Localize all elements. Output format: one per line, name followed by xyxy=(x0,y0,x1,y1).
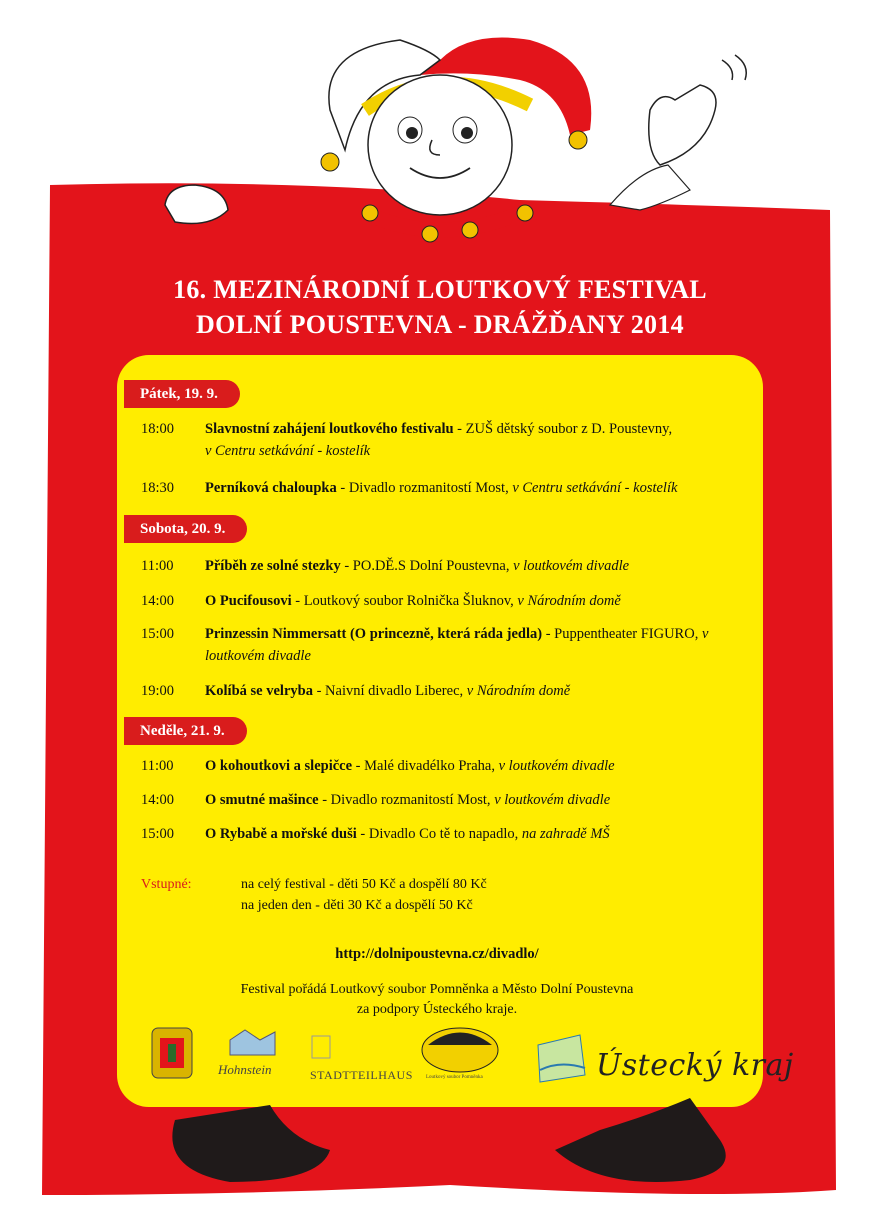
event-performer: - Naivní divadlo Liberec, xyxy=(312,683,467,699)
event-time: 15:00 xyxy=(141,626,175,642)
jester-face-icon xyxy=(368,75,512,215)
event-venue: v loutkovém divadle xyxy=(205,626,709,664)
event-title: Příběh ze solné stezky xyxy=(205,558,341,574)
pomnenka-logo-text: Loutkový soubor Pomněnka xyxy=(426,1075,483,1080)
event-performer: - Puppentheater FIGURO, xyxy=(542,626,702,642)
day-label-sunday: Neděle, 21. 9. xyxy=(124,717,247,745)
event-venue: v loutkovém divadle xyxy=(513,558,630,574)
event-time: 11:00 xyxy=(141,758,174,774)
event-venue: v Národním domě xyxy=(466,683,571,699)
event-time: 18:00 xyxy=(141,421,175,437)
event-venue: v Centru setkávání - kostelík xyxy=(512,480,678,496)
event-title: Prinzessin Nimmersatt (O princezně, která ráda jedla) xyxy=(205,626,543,642)
event-time: 14:00 xyxy=(141,792,175,808)
admission-line: na jeden den - děti 30 Kč a dospělí 50 Kč xyxy=(241,898,473,913)
event-venue: v Centru setkávání - kostelík xyxy=(205,443,371,459)
event-performer: - ZUŠ dětský soubor z D. Poustevny, xyxy=(453,421,673,437)
event-performer: - Loutkový soubor Rolnička Šluknov, xyxy=(291,593,518,609)
event-performer: - PO.DĚ.S Dolní Poustevna, xyxy=(340,558,514,574)
event-venue: v loutkovém divadle xyxy=(494,792,611,808)
event-title: O smutné mašince xyxy=(205,792,319,808)
festival-title-line1: 16. MEZINÁRODNÍ LOUTKOVÝ FESTIVAL xyxy=(173,275,707,304)
day-label-friday: Pátek, 19. 9. xyxy=(124,380,240,408)
stadtteilhaus-logo-text: STADTTEILHAUS xyxy=(310,1068,413,1082)
festival-url-link[interactable]: http://dolnipoustevna.cz/divadlo/ xyxy=(335,946,539,962)
event-title: O kohoutkovi a slepičce xyxy=(205,758,353,774)
festival-title-line2: DOLNÍ POUSTEVNA - DRÁŽĎANY 2014 xyxy=(196,310,684,339)
event-time: 19:00 xyxy=(141,683,175,699)
event-performer: - Divadlo Co tě to napadlo, xyxy=(356,826,522,842)
event-title: O Rybabě a mořské duši xyxy=(205,826,357,842)
event-time: 18:30 xyxy=(141,480,175,496)
admission-label: Vstupné: xyxy=(141,877,192,892)
event-venue: na zahradě MŠ xyxy=(521,826,610,842)
event-performer: - Malé divadélko Praha, xyxy=(352,758,499,774)
town-crest-icon xyxy=(152,1028,192,1078)
pomnenka-logo-icon xyxy=(422,1028,498,1072)
waving-hand-icon xyxy=(649,85,716,165)
event-title: Slavnostní zahájení loutkového festivalu xyxy=(205,421,454,437)
day-label-saturday: Sobota, 20. 9. xyxy=(124,515,247,543)
event-time: 11:00 xyxy=(141,558,174,574)
event-time: 15:00 xyxy=(141,826,175,842)
organizer-line: za podpory Ústeckého kraje. xyxy=(356,1002,518,1017)
hohnstein-logo-text: Hohnstein xyxy=(218,1062,272,1077)
event-venue: v loutkovém divadle xyxy=(498,758,615,774)
organizer-line: Festival pořádá Loutkový soubor Pomněnka a Město Dolní Poustevna xyxy=(240,982,634,997)
event-venue: v Národním domě xyxy=(517,593,621,609)
admission-line: na celý festival - děti 50 Kč a dospělí 80 Kč xyxy=(241,877,487,892)
event-performer: - Divadlo rozmanitostí Most, xyxy=(336,480,513,496)
event-time: 14:00 xyxy=(141,593,175,609)
event-performer: - Divadlo rozmanitostí Most, xyxy=(318,792,495,808)
event-title: O Pucifousovi xyxy=(205,593,292,609)
event-title: Kolíbá se velryba xyxy=(205,683,313,699)
ustecky-kraj-logo-text: Ústecký kraj xyxy=(596,1048,794,1083)
event-title: Perníková chaloupka xyxy=(205,480,337,496)
